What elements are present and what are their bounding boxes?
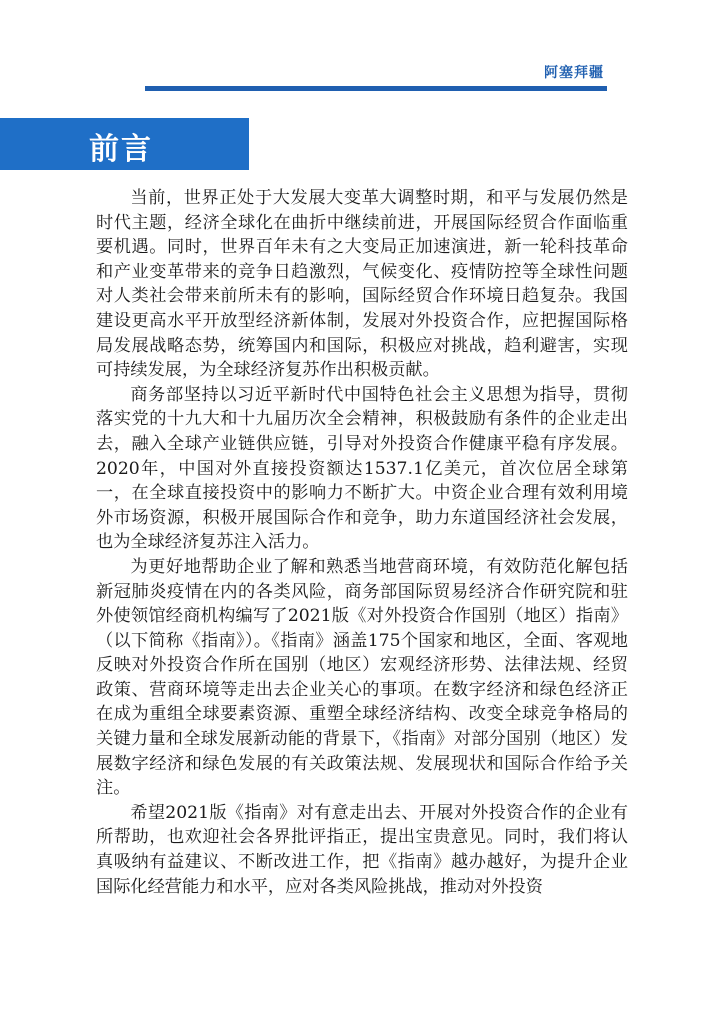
section-title: 前言 — [89, 132, 153, 167]
paragraph: 希望2021版《指南》对有意走出去、开展对外投资合作的企业有所帮助，也欢迎社会各界批评指正，提出宝贵意见。同时，我们将认真吸纳有益建议、不断改进工作，把《指南》越办越好，为提升企业国际化经营能力和水平，应对各类风险挑战，推动对外投资 — [96, 802, 628, 897]
paragraph: 当前，世界正处于大发展大变革大调整时期，和平与发展仍然是时代主题，经济全球化在曲折中继续前进，开展国际经贸合作面临重要机遇。同时，世界百年未有之大变局正加速演进，新一轮科技革命和产业变革带来的竞争日趋激烈，气候变化、疫情防控等全球性问题对人类社会带来前所未有的影响，国际经贸合作环境日趋复杂。我国建设更高水平开放型经济新体制，发展对外投资合作，应把握国际格局发展战略态势，统筹国内和国际，积极应对挑战，趋利避害，实现可持续发展，为全球经济复苏作出积极贡献。 — [96, 188, 628, 381]
header-rule — [145, 86, 607, 91]
paragraph: 为更好地帮助企业了解和熟悉当地营商环境，有效防范化解包括新冠肺炎疫情在内的各类风险，商务部国际贸易经济合作研究院和驻外使领馆经商机构编写了2021版《对外投资合作国别（地区）指南》（以下简称《指南》）。《指南》涵盖175个国家和地区，全面、客观地反映对外投资合作所在国别（地区）宏观经济形势、法律法规、经贸政策、营商环境等走出去企业关心的事项。在数字经济和绿色经济正在成为重组全球要素资源、重塑全球经济结构、改变全球竞争格局的关键力量和全球发展新动能的背景下，《指南》对部分国别（地区）发展数字经济和绿色发展的有关政策法规、发展现状和国际合作给予关注。 — [96, 556, 628, 799]
body-text — [96, 186, 628, 899]
paragraph: 商务部坚持以习近平新时代中国特色社会主义思想为指导，贯彻落实党的十九大和十九届历次全会精神，积极鼓励有条件的企业走出去，融入全球产业链供应链，引导对外投资合作健康平稳有序发展。2020年，中国对外直接投资额达1537.1亿美元，首次位居全球第一，在全球直接投资中的影响力不断扩大。中资企业合理有效利用境外市场资源，积极开展国际合作和竞争，助力东道国经济社会发展，也为全球经济复苏注入活力。 — [96, 384, 628, 553]
header-country-label: 阿塞拜疆 — [544, 65, 604, 81]
